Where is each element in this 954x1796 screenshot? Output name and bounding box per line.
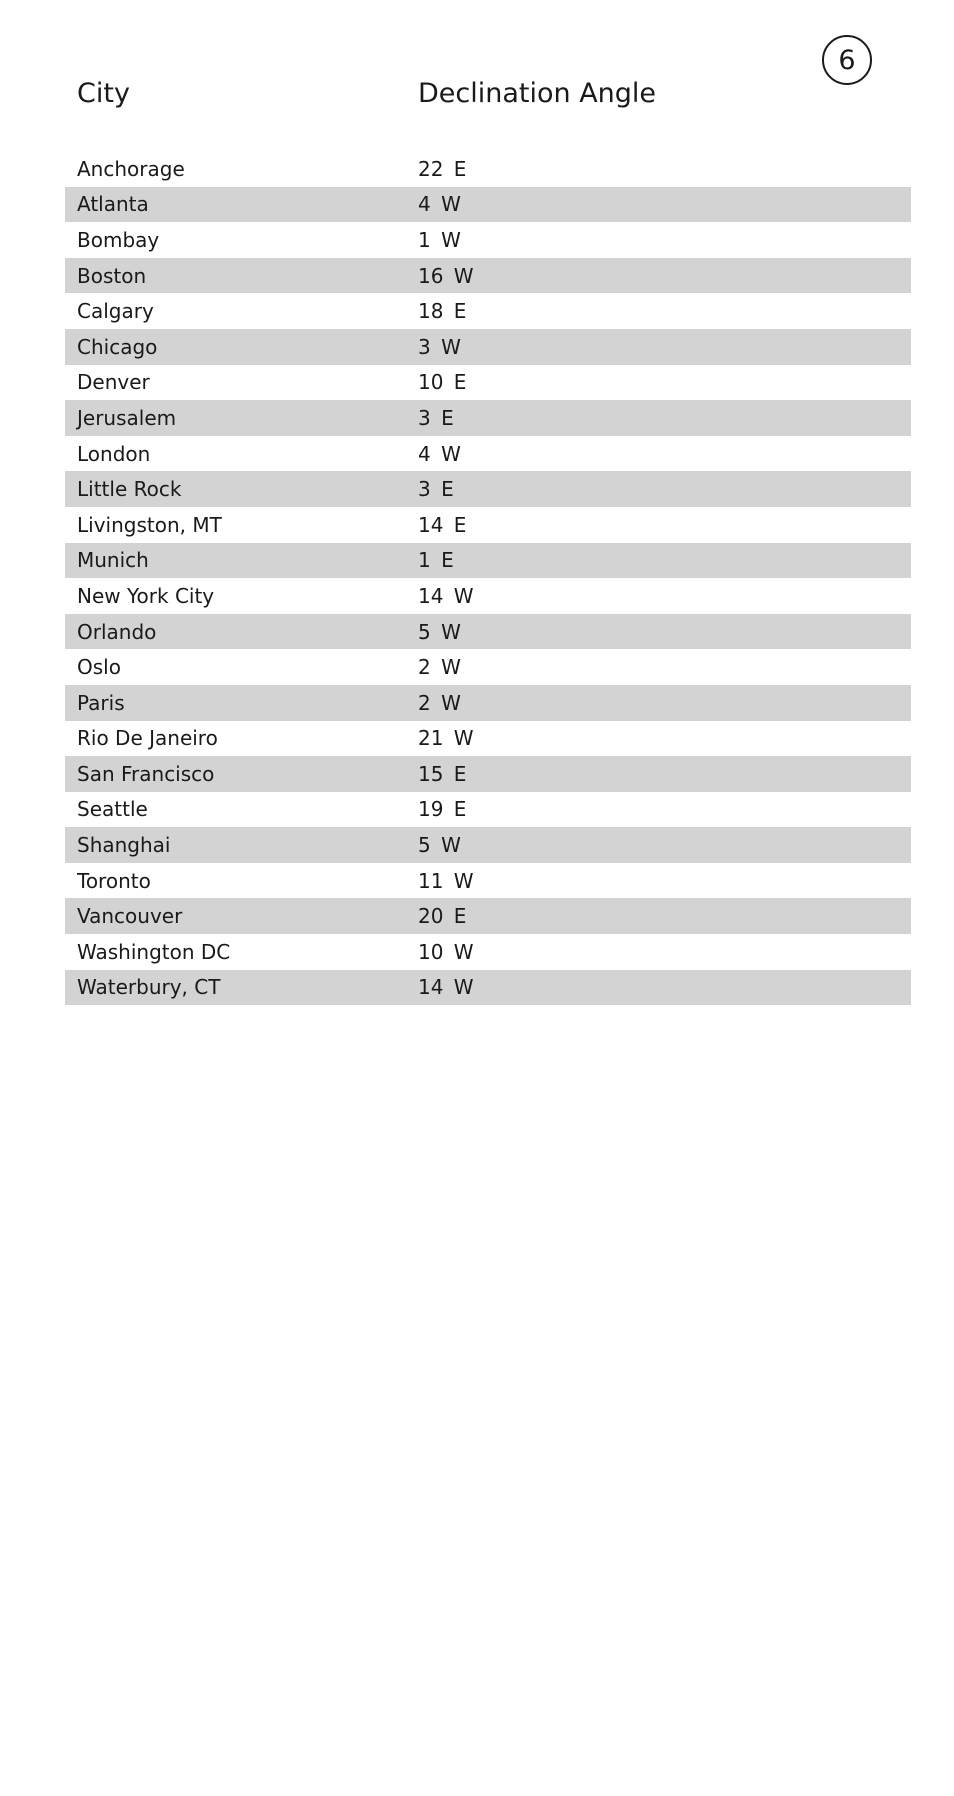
city-cell: San Francisco — [77, 761, 215, 786]
declination-angle-cell: 11 W — [418, 868, 474, 893]
declination-angle-cell: 3 W — [418, 334, 461, 359]
declination-angle-cell: 4 W — [418, 192, 461, 217]
table-row — [65, 756, 911, 792]
declination-angle-cell: 2 W — [418, 690, 461, 715]
declination-angle-cell: 18 E — [418, 299, 467, 324]
city-cell: New York City — [77, 583, 215, 608]
city-cell: Toronto — [77, 868, 151, 893]
declination-angle-cell: 5 W — [418, 833, 461, 858]
city-cell: Chicago — [77, 334, 158, 359]
table-row — [65, 792, 911, 828]
table-row — [65, 365, 911, 401]
declination-angle-cell: 1 E — [418, 548, 454, 573]
declination-angle-cell: 14 W — [418, 975, 474, 1000]
city-cell: Jerusalem — [77, 405, 177, 430]
table-row — [65, 151, 911, 187]
table-row — [65, 970, 911, 1006]
city-cell: Oslo — [77, 655, 121, 680]
city-cell: Atlanta — [77, 192, 149, 217]
table-row — [65, 329, 911, 365]
table-header — [0, 72, 954, 116]
declination-angle-cell: 20 E — [418, 904, 467, 929]
table-row — [65, 471, 911, 507]
declination-angle-cell: 22 E — [418, 156, 467, 181]
table-row — [65, 222, 911, 258]
column-header-city: City — [77, 78, 130, 109]
table-row — [65, 543, 911, 579]
table-row — [65, 649, 911, 685]
city-cell: Shanghai — [77, 833, 171, 858]
declination-angle-cell: 10 E — [418, 370, 467, 395]
table-row — [65, 614, 911, 650]
city-cell: Paris — [77, 690, 125, 715]
declination-angle-cell: 16 W — [418, 263, 474, 288]
city-cell: Little Rock — [77, 477, 182, 502]
city-cell: Calgary — [77, 299, 154, 324]
declination-angle-cell: 3 E — [418, 477, 454, 502]
city-cell: Munich — [77, 548, 149, 573]
city-cell: Denver — [77, 370, 150, 395]
table-row — [65, 507, 911, 543]
city-cell: Waterbury, CT — [77, 975, 221, 1000]
table-row — [65, 898, 911, 934]
declination-table — [65, 151, 911, 1005]
declination-angle-cell: 14 W — [418, 583, 474, 608]
city-cell: Anchorage — [77, 156, 185, 181]
declination-angle-cell: 5 W — [418, 619, 461, 644]
declination-angle-cell: 14 E — [418, 512, 467, 537]
city-cell: London — [77, 441, 151, 466]
table-row — [65, 578, 911, 614]
declination-angle-cell: 19 E — [418, 797, 467, 822]
city-cell: Rio De Janeiro — [77, 726, 218, 751]
page-number: 6 — [838, 44, 856, 76]
city-cell: Livingston, MT — [77, 512, 222, 537]
city-cell: Bombay — [77, 227, 160, 252]
declination-angle-cell: 2 W — [418, 655, 461, 680]
table-row — [65, 863, 911, 899]
city-cell: Vancouver — [77, 904, 183, 929]
table-row — [65, 827, 911, 863]
declination-angle-cell: 3 E — [418, 405, 454, 430]
city-cell: Washington DC — [77, 939, 231, 964]
city-cell: Orlando — [77, 619, 157, 644]
table-row — [65, 293, 911, 329]
table-row — [65, 685, 911, 721]
table-row — [65, 187, 911, 223]
table-row — [65, 258, 911, 294]
city-cell: Boston — [77, 263, 147, 288]
declination-angle-cell: 1 W — [418, 227, 461, 252]
declination-angle-cell: 21 W — [418, 726, 474, 751]
declination-angle-cell: 4 W — [418, 441, 461, 466]
table-row — [65, 721, 911, 757]
table-row — [65, 436, 911, 472]
column-header-declination-angle: Declination Angle — [418, 78, 657, 109]
table-row — [65, 400, 911, 436]
declination-angle-cell: 10 W — [418, 939, 474, 964]
city-cell: Seattle — [77, 797, 148, 822]
declination-angle-cell: 15 E — [418, 761, 467, 786]
table-row — [65, 934, 911, 970]
